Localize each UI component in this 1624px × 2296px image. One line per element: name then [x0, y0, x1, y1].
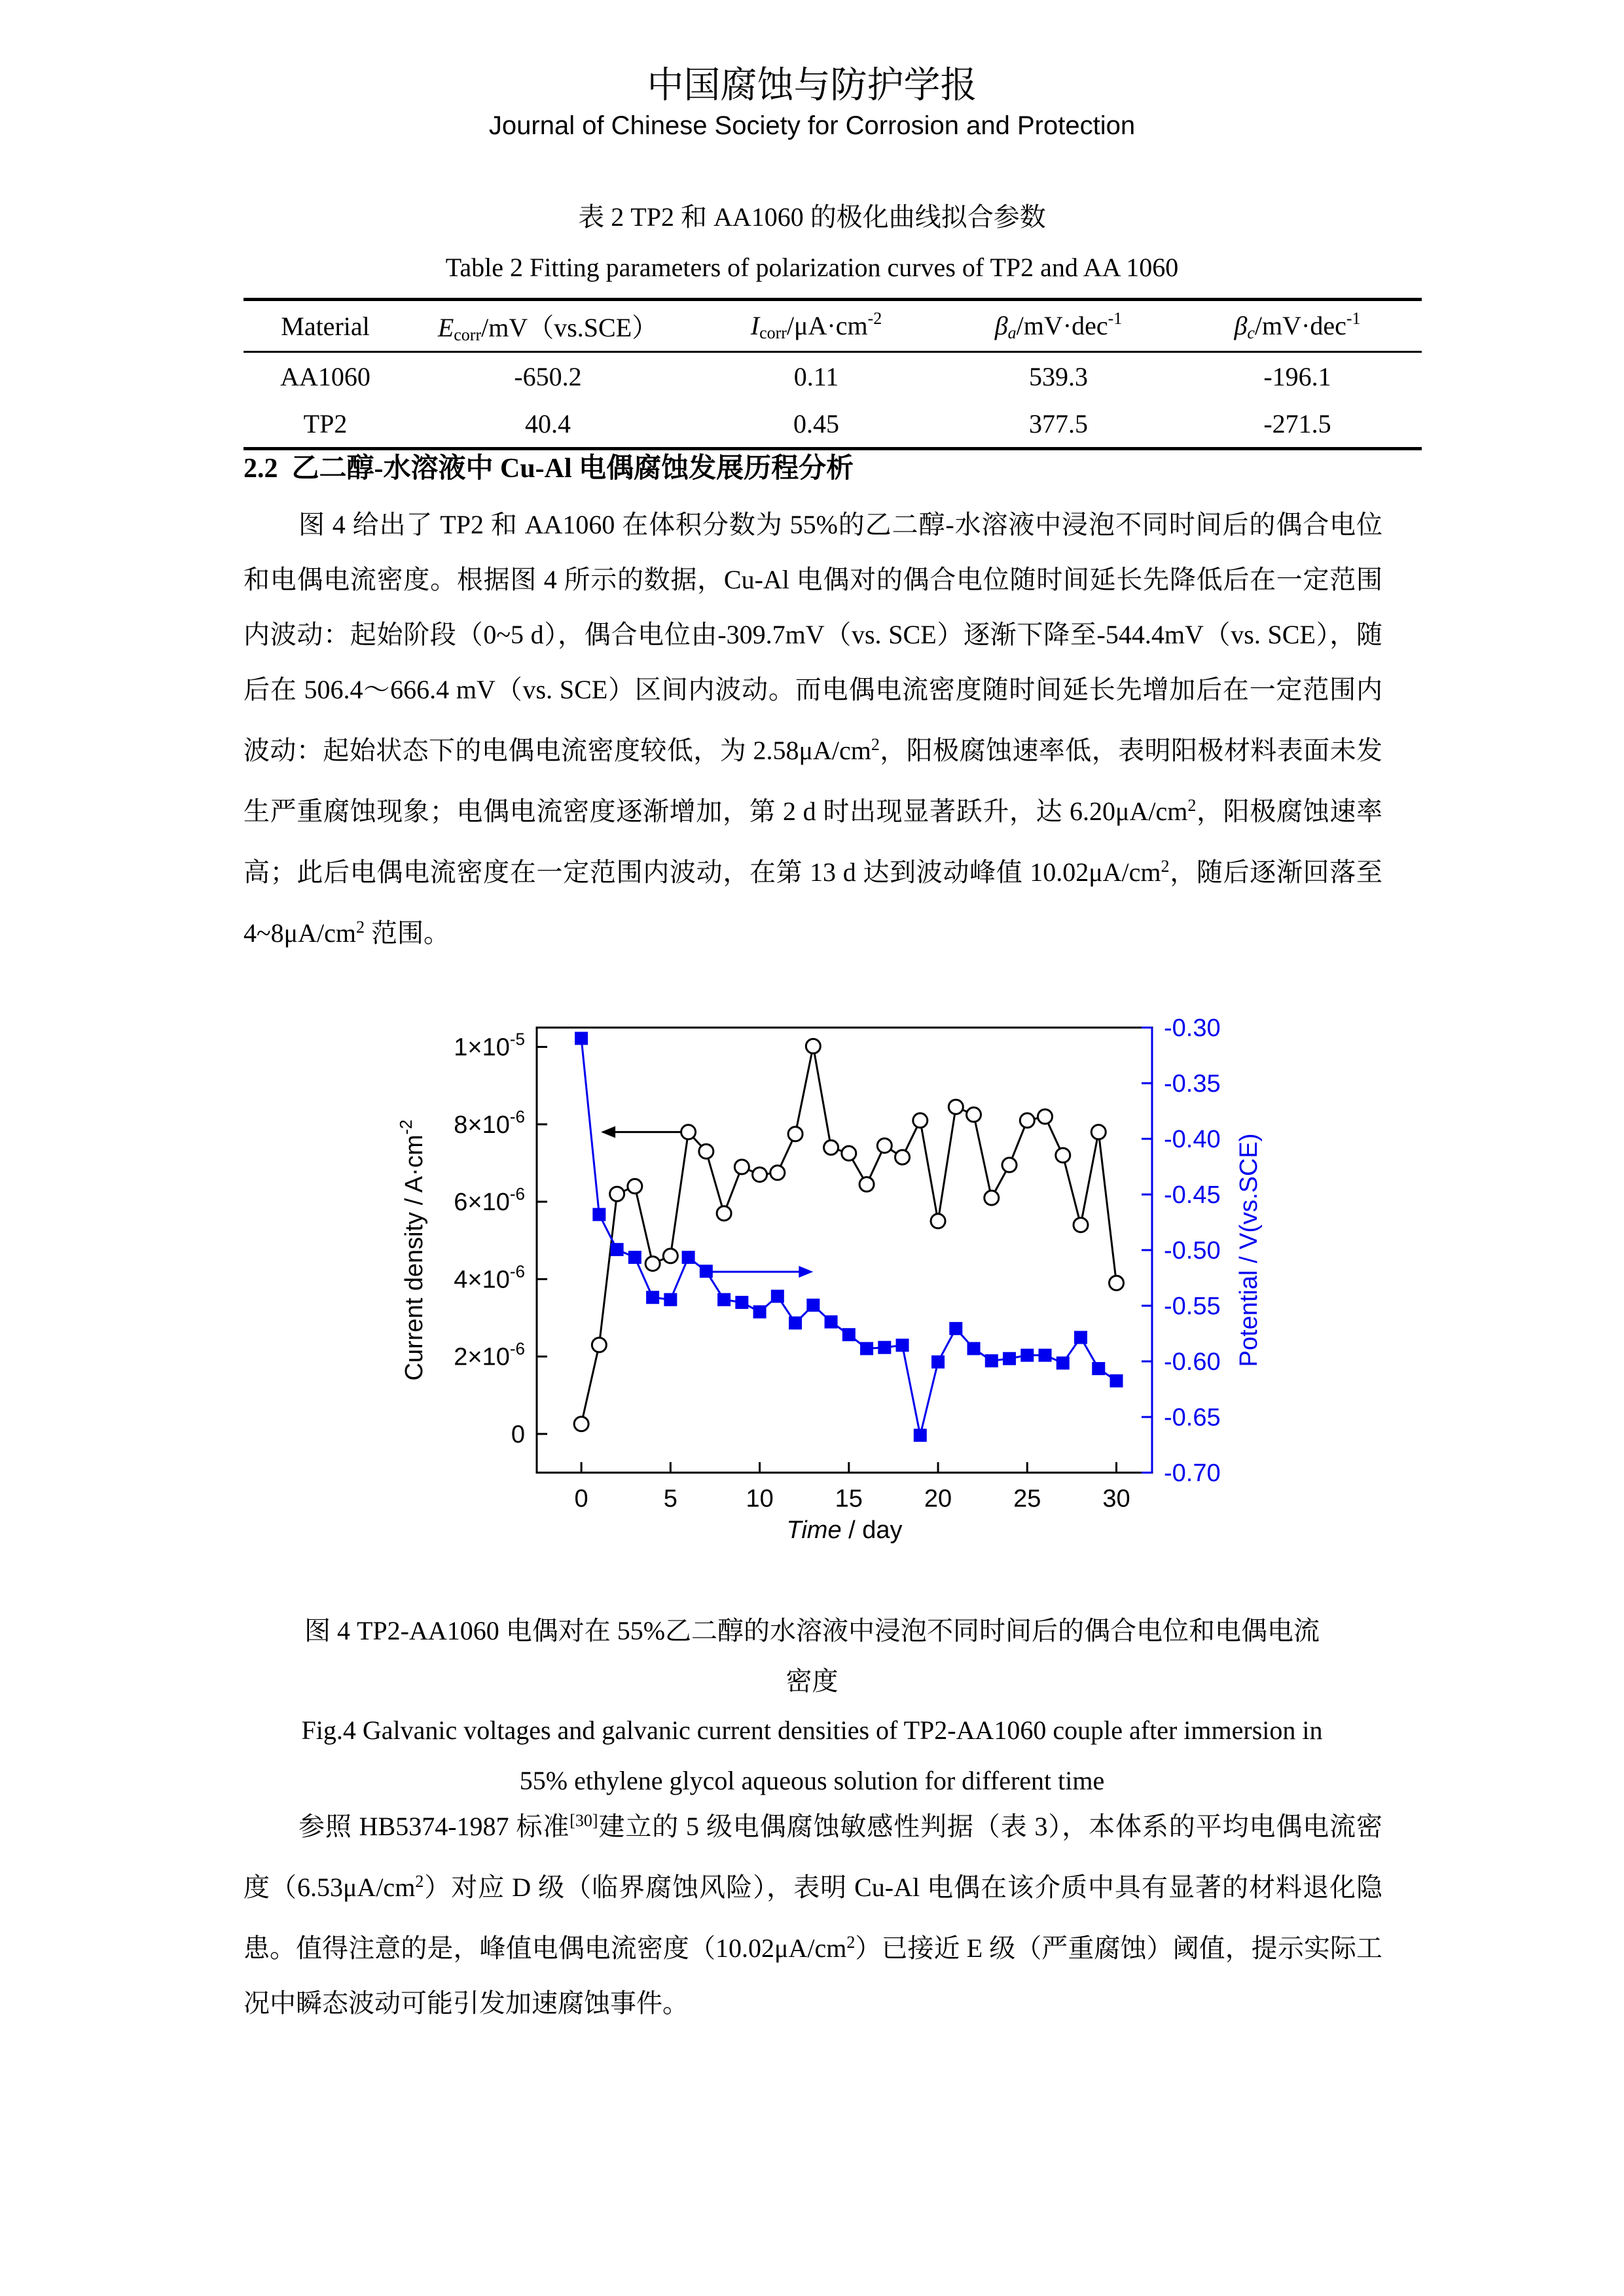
current-density-point	[895, 1150, 910, 1164]
potential-point	[842, 1328, 856, 1341]
current-density-point	[931, 1214, 945, 1229]
table-cell: TP2	[244, 401, 407, 449]
x-tick-label: 10	[746, 1485, 774, 1513]
potential-point	[717, 1293, 731, 1306]
potential-point	[1020, 1349, 1034, 1362]
table-header-row	[244, 300, 1422, 352]
header-beta-c: $\beta_c/mV\cdot dec^{-1}$	[1173, 300, 1422, 352]
x-tick-label: 5	[663, 1485, 677, 1513]
current-density-point	[610, 1187, 624, 1201]
table-caption-cn: 表 2 TP2 和 AA1060 的极化曲线拟合参数	[578, 202, 1046, 232]
potential-point	[878, 1341, 891, 1354]
current-density-point	[574, 1417, 588, 1431]
journal-title-cn: 中国腐蚀与防护学报	[647, 64, 977, 107]
potential-point	[825, 1316, 838, 1329]
potential-point	[771, 1290, 784, 1303]
current-density-point	[1110, 1276, 1124, 1290]
y-right-tick-label: -0.40	[1164, 1126, 1221, 1153]
potential-point	[700, 1265, 713, 1278]
left-arrow-head	[601, 1126, 615, 1138]
potential-point	[735, 1296, 748, 1309]
figure-caption-en-line1: Fig.4 Galvanic voltages and galvanic current densities of TP2-AA1060 couple after immersion in	[301, 1715, 1323, 1745]
current-density-point	[645, 1257, 660, 1271]
paragraph-1: 图 4 给出了 TP2 和 AA1060 在体积分数为 55%的乙二醇-水溶液中浸泡不同时间后的偶合电位和电偶电流密度。根据图 4 所示的数据，Cu-Al 电偶对的偶合电位随时间延长先降低后在一定范围内波动：起始阶段（0~5 d），偶合电位由-309.7mV（vs. SCE）逐渐下降至-544.4mV（vs. SCE），随后在 506.4～666.4 mV（vs. SCE）区间内波动。而电偶电流密度随时间延长先增加后在一定范围内波动：起始状态下的电偶电流密度较低，为 $2.58\mu A/cm^2$，阳极腐蚀速率低，表明阳极材料表面未发生严重腐蚀现象；电偶电流密度逐渐增加，第 2 d 时出现显著跃升，达 $6.20\mu A/cm^2$，阳极腐蚀速率高；此后电偶电流密度在一定范围内波动，在第 13 d 达到波动峰值 $10.02\mu A/cm^2$，随后逐渐回落至 $4\sim 8\mu A/cm^2$ 范围。	[244, 510, 1383, 948]
current-density-point	[877, 1138, 892, 1153]
current-density-point	[1056, 1148, 1070, 1162]
current-density-point	[806, 1039, 820, 1053]
potential-point	[611, 1243, 624, 1256]
potential-point	[1092, 1362, 1105, 1375]
x-axis-label: Time / day	[786, 1516, 903, 1544]
current-density-point	[967, 1107, 981, 1122]
current-density-point	[681, 1125, 696, 1139]
current-density-point	[984, 1191, 999, 1205]
plot-frame	[537, 1028, 1152, 1473]
potential-point	[628, 1251, 641, 1264]
y-right-axis-label: Potential / V(vs.SCE)	[1235, 1133, 1263, 1367]
y-left-tick-label: $4\times 10^{-6}$	[454, 1261, 525, 1294]
y-right-tick-label: -0.45	[1164, 1181, 1221, 1209]
current-density-point	[734, 1160, 749, 1174]
table-cell: 0.45	[689, 401, 944, 449]
table-cell: -650.2	[514, 361, 582, 391]
current-density-point	[824, 1140, 839, 1155]
y-right-tick-label: -0.35	[1164, 1070, 1221, 1098]
x-tick-label: 30	[1102, 1485, 1130, 1513]
potential-point	[985, 1354, 998, 1367]
y-right-tick-label: -0.60	[1164, 1348, 1221, 1376]
y-left-axis-label: Current density / $A\cdot cm^{-2}$	[396, 1119, 428, 1381]
fitting-parameters-table	[244, 298, 1422, 450]
potential-point	[1056, 1357, 1070, 1370]
paragraph-2: 参照 HB5374-1987 标准[30]建立的 5 级电偶腐蚀敏感性判据（表 3），本体系的平均电偶电流密度$(6.53\mu A/cm^2)$对应 D 级（临界腐蚀风险），表明 Cu-Al 电偶在该介质中具有显著的材料退化隐患。值得注意的是，峰值电偶电流密度$(10.02\mu A/cm^2)$已接近 E 级（严重腐蚀）阈值，提示实际工况中瞬态波动可能引发加速腐蚀事件。	[244, 1811, 1383, 2018]
y-right-tick-label: -0.70	[1164, 1460, 1221, 1487]
y-left-tick-label: $1\times 10^{-5}$	[454, 1029, 525, 1062]
current-density-point	[913, 1113, 928, 1128]
potential-point	[896, 1338, 909, 1352]
table-cell: 40.4	[407, 401, 689, 449]
figure-caption-cn-line2: 密度	[785, 1666, 839, 1696]
table-cell: 377.5	[944, 401, 1173, 449]
potential-point	[789, 1316, 802, 1329]
table-caption-en: Table 2 Fitting parameters of polarization curves of TP2 and AA 1060	[445, 253, 1179, 282]
current-density-point	[788, 1127, 803, 1141]
section-heading: 2.2 乙二醇-水溶液中 Cu-Al 电偶腐蚀发展历程分析	[244, 454, 854, 484]
table-cell: 539.3	[1029, 361, 1088, 391]
potential-point	[1074, 1331, 1087, 1344]
potential-point	[575, 1031, 588, 1045]
table-cell: 0.11	[793, 361, 839, 391]
y-right-tick-label: -0.30	[1164, 1014, 1221, 1042]
table-row-tp2	[244, 401, 1422, 449]
y-left-tick-label: 0	[511, 1420, 525, 1448]
x-tick-label: 20	[924, 1485, 952, 1513]
potential-point	[1039, 1349, 1052, 1362]
potential-point	[914, 1429, 927, 1442]
current-density-point	[1091, 1125, 1106, 1139]
potential-point	[664, 1293, 677, 1306]
y-left-tick-label: $6\times 10^{-6}$	[454, 1184, 525, 1217]
table-cell: -196.1	[1263, 361, 1331, 391]
potential-point	[1110, 1374, 1123, 1388]
current-density-point	[1020, 1113, 1034, 1128]
figure-caption-en-line2: 55% ethylene glycol aqueous solution for different time	[519, 1766, 1105, 1795]
current-density-point	[859, 1177, 874, 1191]
series-line-left	[581, 1046, 1116, 1424]
current-density-point	[770, 1166, 785, 1180]
right-arrow-head	[799, 1266, 813, 1278]
potential-point	[967, 1342, 981, 1355]
potential-point	[682, 1251, 695, 1264]
y-right-tick-label: -0.50	[1164, 1237, 1221, 1265]
table-cell: AA1060	[280, 361, 370, 391]
current-density-point	[699, 1144, 713, 1158]
current-density-point	[1038, 1109, 1053, 1124]
current-density-point	[842, 1146, 856, 1160]
potential-point	[949, 1322, 962, 1335]
x-tick-label: 0	[574, 1485, 588, 1513]
y-left-tick-label: $8\times 10^{-6}$	[454, 1106, 525, 1139]
x-tick-label: 15	[835, 1485, 863, 1513]
potential-point	[592, 1208, 605, 1221]
current-density-point	[1002, 1158, 1017, 1172]
current-density-point	[948, 1100, 963, 1114]
potential-point	[1003, 1352, 1016, 1365]
header-beta-a: $\beta_a/mV\cdot dec^{-1}$	[944, 300, 1173, 352]
current-density-point	[592, 1338, 606, 1352]
y-right-tick-label: -0.65	[1164, 1404, 1221, 1431]
header-icorr: $I_{corr}/\mu A\cdot cm^{-2}$	[689, 300, 944, 352]
figure-caption-cn-line1: 图 4 TP2-AA1060 电偶对在 55%乙二醇的水溶液中浸泡不同时间后的偶合电位和电偶电流	[304, 1616, 1320, 1645]
potential-point	[931, 1355, 945, 1369]
header-ecorr: $E_{corr}/mV(vs.SCE)$	[407, 300, 689, 352]
header-material: Material	[244, 300, 407, 352]
galvanic-chart	[367, 1001, 1296, 1564]
table-row-aa1060	[244, 352, 1422, 401]
current-density-point	[663, 1249, 677, 1263]
table-cell: -271.5	[1173, 401, 1422, 449]
current-density-point	[628, 1179, 642, 1193]
current-density-point	[753, 1168, 767, 1182]
current-density-point	[1074, 1218, 1088, 1232]
current-density-point	[717, 1206, 731, 1221]
x-tick-label: 25	[1013, 1485, 1041, 1513]
potential-point	[806, 1299, 820, 1312]
series-line-right	[581, 1038, 1116, 1435]
potential-point	[860, 1342, 873, 1355]
potential-point	[646, 1291, 659, 1304]
y-left-tick-label: $2\times 10^{-6}$	[454, 1338, 525, 1371]
y-right-tick-label: -0.55	[1164, 1293, 1221, 1320]
journal-title-en: Journal of Chinese Society for Corrosion and Protection	[488, 111, 1136, 140]
potential-point	[753, 1305, 767, 1318]
